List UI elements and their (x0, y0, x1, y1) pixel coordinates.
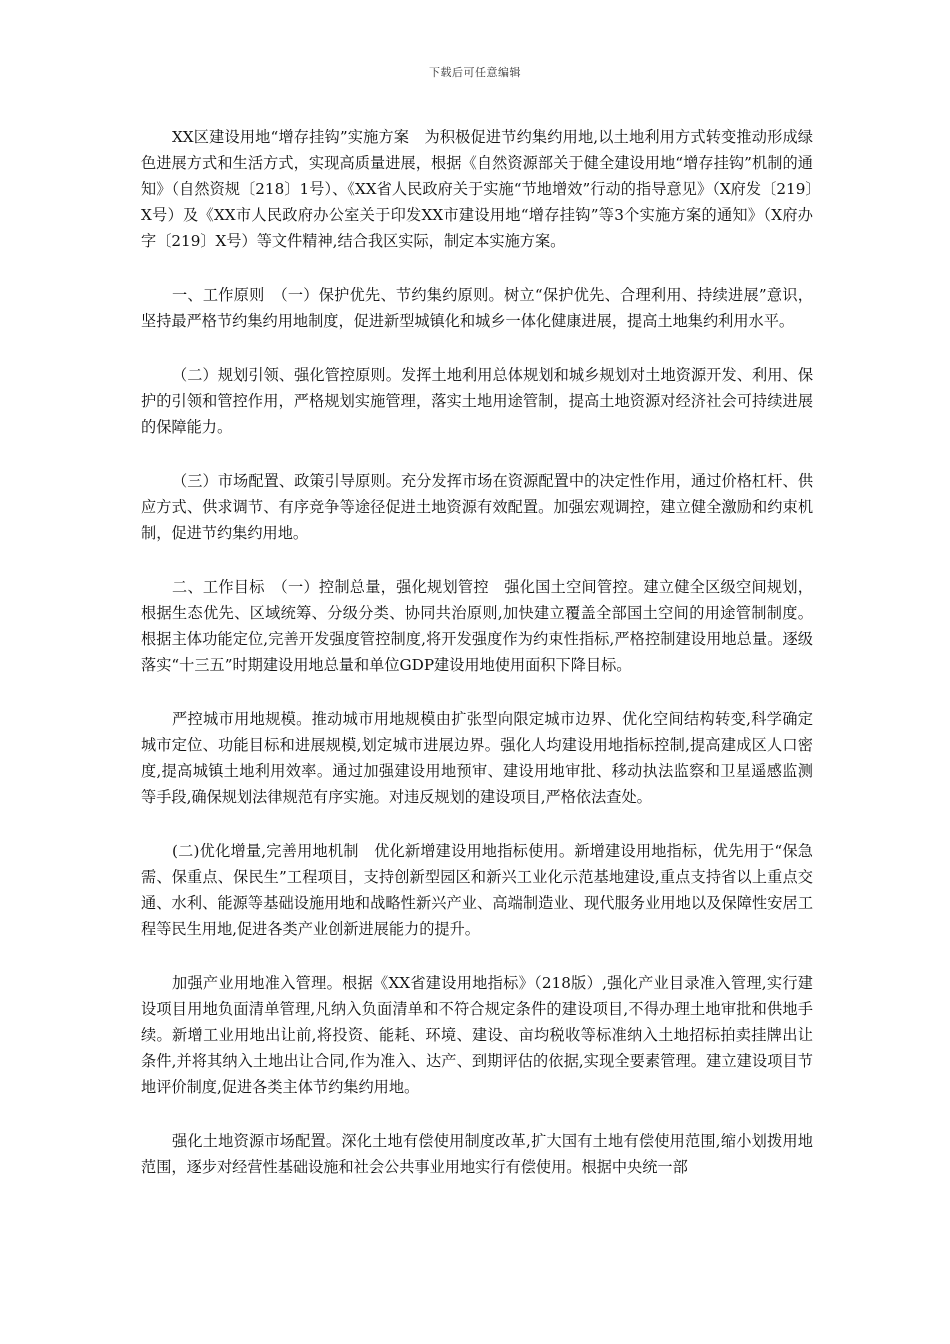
paragraph-principle-1: 一、工作原则 （一）保护优先、节约集约原则。树立“保护优先、合理利用、持续进展”意识，坚持最严格节约集约用地制度，促进新型城镇化和城乡一体化健康进展，提高土地集约利用水平。 (141, 286, 813, 330)
paragraph-industrial-land-access: 加强产业用地准入管理。根据《XX省建设用地指标》（218版）,强化产业目录准入管理,实行建设项目用地负面清单管理,凡纳入负面清单和不符合规定条件的建设项目,不得办理土地审批和供地手续。新增工业用地出让前,将投资、能耗、环境、建设、亩均税收等标准纳入土地招标拍卖挂牌出让条件,并将其纳入土地出让合同,作为准入、达产、到期评估的依据,实现全要素管理。建立建设项目节地评价制度,促进各类主体节约集约用地。 (141, 974, 813, 1096)
paragraph-urban-land-control: 严控城市用地规模。推动城市用地规模由扩张型向限定城市边界、优化空间结构转变,科学确定城市定位、功能目标和进展规模,划定城市进展边界。强化人均建设用地指标控制,提高建成区人口密度,提高城镇土地利用效率。通过加强建设用地预审、建设用地审批、移动执法监察和卫星遥感监测等手段,确保规划法律规范有序实施。对违反规划的建设项目,严格依法查处。 (141, 710, 813, 806)
paragraph-land-market: 强化土地资源市场配置。深化土地有偿使用制度改革,扩大国有土地有偿使用范围,缩小划拨用地范围，逐步对经营性基础设施和社会公共事业用地实行有偿使用。根据中央统一部 (141, 1132, 813, 1176)
paragraph-principle-2: （二）规划引领、强化管控原则。发挥土地利用总体规划和城乡规划对土地资源开发、利用、保护的引领和管控作用，严格规划实施管理，落实土地用途管制，提高土地资源对经济社会可持续进展的保障能力。 (141, 366, 813, 436)
paragraph-goal-2: (二)优化增量,完善用地机制 优化新增建设用地指标使用。新增建设用地指标，优先用于“保急需、保重点、保民生”工程项目，支持创新型园区和新兴工业化示范基地建设,重点支持省以上重点交通、水利、能源等基础设施用地和战略性新兴产业、高端制造业、现代服务业用地以及保障性安居工程等民生用地,促进各类产业创新进展能力的提升。 (141, 842, 813, 938)
paragraph-principle-3: （三）市场配置、政策引导原则。充分发挥市场在资源配置中的决定性作用，通过价格杠杆、供应方式、供求调节、有序竞争等途径促进土地资源有效配置。加强宏观调控，建立健全激励和约束机制，促进节约集约用地。 (141, 472, 813, 542)
document-body (141, 124, 813, 1208)
paragraph-goal-1: 二、工作目标 （一）控制总量，强化规划管控 强化国土空间管控。建立健全区级空间规划，根据生态优先、区域统筹、分级分类、协同共治原则,加快建立覆盖全部国土空间的用途管制制度。根据主体功能定位,完善开发强度管控制度,将开发强度作为约束性指标,严格控制建设用地总量。逐级落实“十三五”时期建设用地总量和单位GDP建设用地使用面积下降目标。 (141, 578, 813, 674)
paragraph-intro: XX区建设用地“增存挂钩”实施方案 为积极促进节约集约用地,以土地利用方式转变推动形成绿色进展方式和生活方式，实现高质量进展，根据《自然资源部关于健全建设用地“增存挂钩”机制的通知》（自然资规〔218〕1号）、《XX省人民政府关于实施“节地增效”行动的指导意见》（X府发〔219〕X号）及《XX市人民政府办公室关于印发XX市建设用地“增存挂钩”等3个实施方案的通知》（X府办字〔219〕X号）等文件精神,结合我区实际，制定本实施方案。 (141, 128, 813, 250)
page-header-note: 下载后可任意编辑 (429, 66, 521, 79)
